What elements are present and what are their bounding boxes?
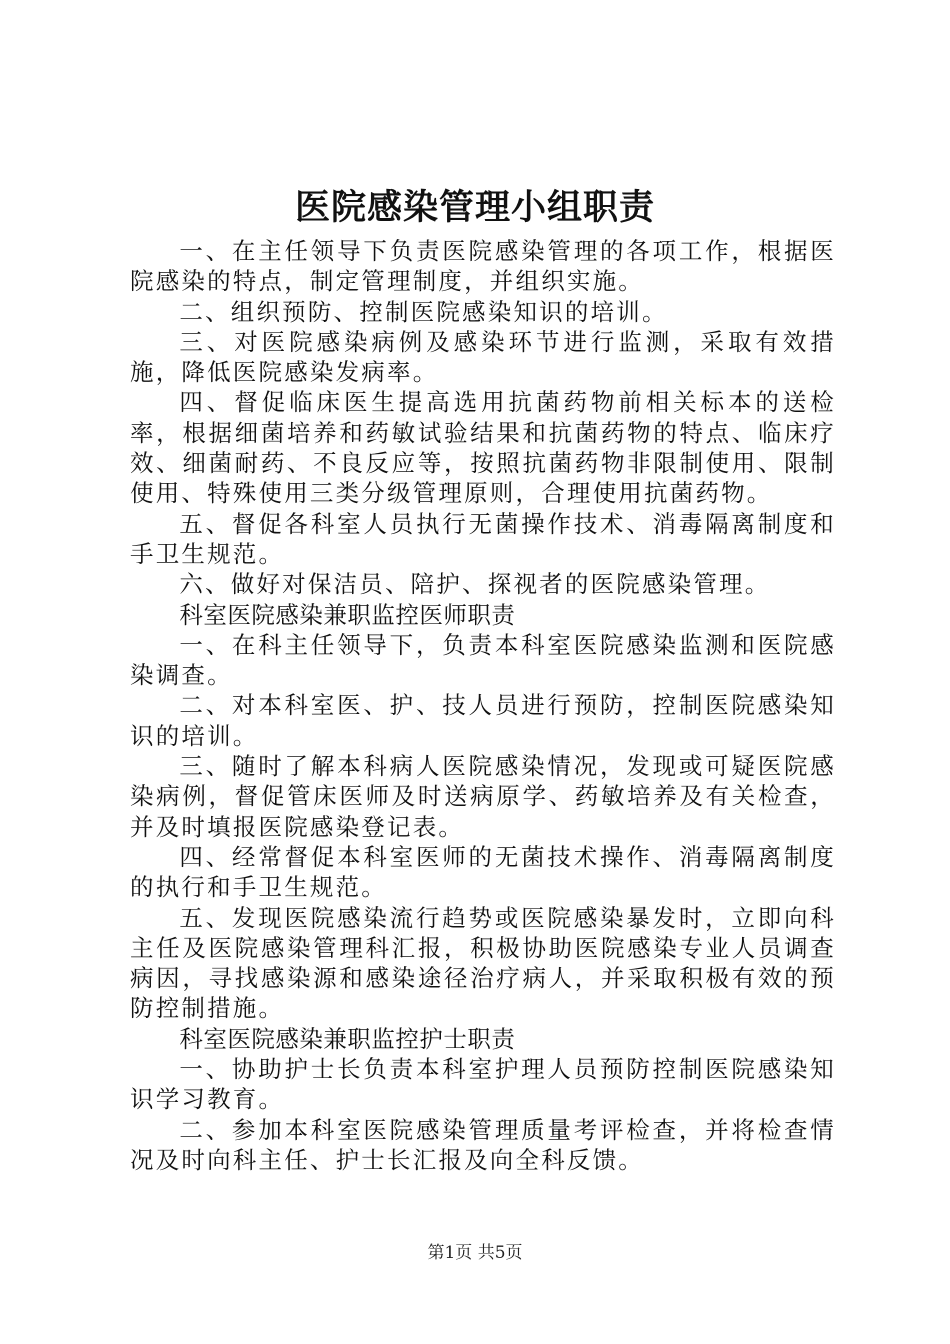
paragraph-10: 四、经常督促本科室医师的无菌技术操作、消毒隔离制度的执行和手卫生规范。: [130, 842, 836, 902]
paragraph-4: 四、督促临床医生提高选用抗菌药物前相关标本的送检率，根据细菌培养和药敏试验结果和抗菌药物的特点、临床疗效、细菌耐药、不良反应等，按照抗菌药物非限制使用、限制使用、特殊使用三类分级管理原则，合理使用抗菌药物。: [130, 388, 836, 508]
document-body: [130, 236, 836, 1175]
paragraph-7: 一、在科主任领导下，负责本科室医院感染监测和医院感染调查。: [130, 630, 836, 690]
page-footer: 第1页 共5页: [427, 1243, 523, 1263]
paragraph-2: 二、组织预防、控制医院感染知识的培训。: [179, 297, 668, 326]
paragraph-3: 三、对医院感染病例及感染环节进行监测，采取有效措施，降低医院感染发病率。: [130, 327, 836, 387]
paragraph-12: 一、协助护士长负责本科室护理人员预防控制医院感染知识学习教育。: [130, 1055, 836, 1114]
paragraph-6: 六、做好对保洁员、陪护、探视者的医院感染管理。: [179, 570, 771, 599]
document-title: 医院感染管理小组职责: [294, 187, 655, 228]
paragraph-11: 五、发现医院感染流行趋势或医院感染暴发时，立即向科主任及医院感染管理科汇报，积极协助医院感染专业人员调查病因，寻找感染源和感染途径治疗病人，并采取积极有效的预防控制措施。: [130, 903, 836, 1023]
paragraph-8: 二、对本科室医、护、技人员进行预防，控制医院感染知识的培训。: [130, 691, 836, 750]
section-heading-doctor: 科室医院感染兼职监控医师职责: [179, 600, 516, 629]
paragraph-1: 一、在主任领导下负责医院感染管理的各项工作，根据医院感染的特点，制定管理制度，并组织实施。: [130, 237, 836, 296]
paragraph-5: 五、督促各科室人员执行无菌操作技术、消毒隔离制度和手卫生规范。: [130, 509, 836, 568]
paragraph-9: 三、随时了解本科病人医院感染情况，发现或可疑医院感染病例，督促管床医师及时送病原学、药敏培养及有关检查，并及时填报医院感染登记表。: [130, 752, 836, 841]
section-heading-nurse: 科室医院感染兼职监控护士职责: [179, 1024, 516, 1053]
paragraph-13: 二、参加本科室医院感染管理质量考评检查，并将检查情况及时向科主任、护士长汇报及向全科反馈。: [130, 1115, 836, 1174]
